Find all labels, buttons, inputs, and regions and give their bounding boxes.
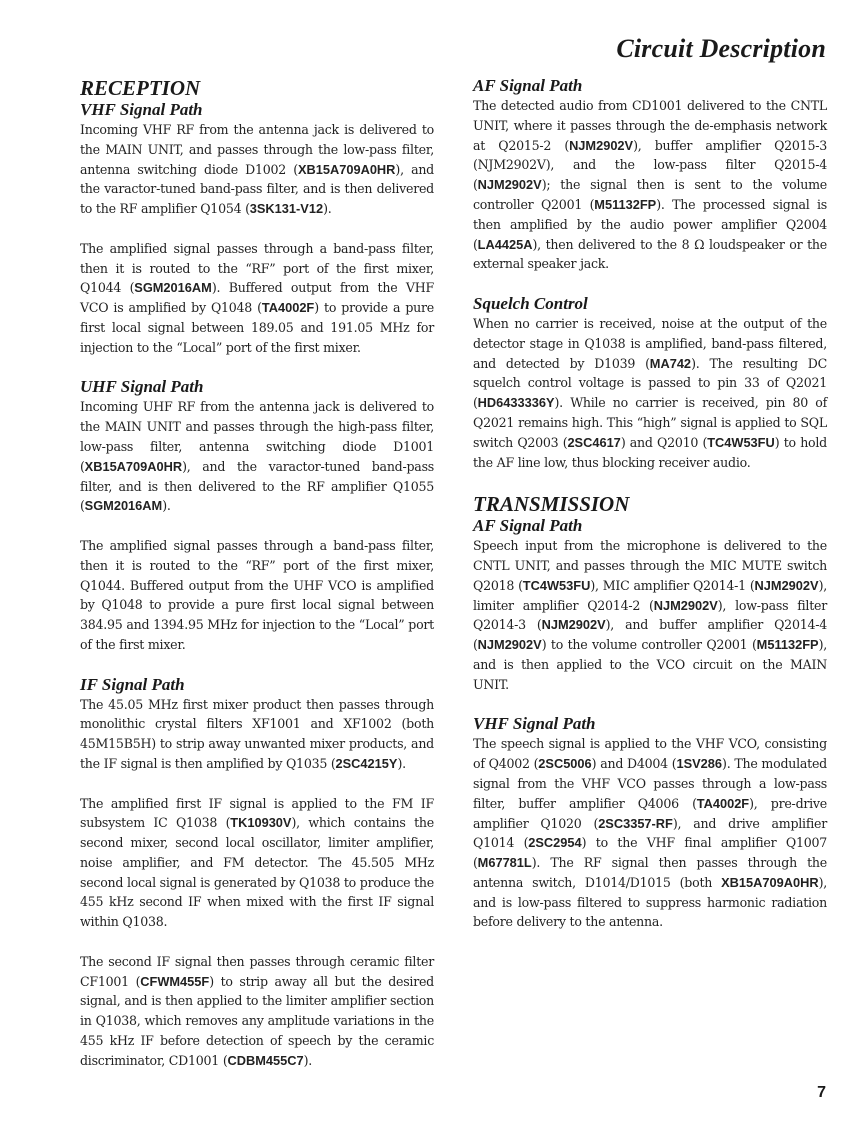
part-number: NJM2902V: [754, 577, 819, 593]
part-number: TK10930V: [230, 815, 292, 831]
part-number: CFWM455F: [140, 973, 210, 989]
part-number: M51132FP: [756, 637, 819, 653]
part-number: HD6433336Y: [477, 395, 555, 411]
part-number: XB15A709A0HR: [297, 161, 396, 177]
part-number: TA4002F: [261, 300, 315, 316]
part-number: NJM2902V: [569, 137, 634, 153]
part-number: SGM2016AM: [134, 280, 212, 296]
part-number: LA4425A: [477, 236, 533, 252]
tx-af-paragraph-1: Speech input from the microphone is delivered to the CNTL UNIT, and passes through the MIC MUTE switch Q2018 (TC4W53FU), MIC amplifier Q2014-1 (NJM2902V), limiter amplifier Q2014-2 (NJM2902V), low-pass filter Q2014-3 (NJM2902V), and buffer amplifier Q2014-4 (NJM2902V) to the volume controller Q2001 (M51132FP), and is then applied to the VCO circuit on the MAIN UNIT.: [473, 538, 828, 692]
part-number: 2SC5006: [538, 756, 592, 772]
reception-heading: RECEPTION: [80, 76, 201, 100]
part-number: 2SC4617: [567, 434, 621, 450]
uhf-signal-path-heading: UHF Signal Path: [80, 377, 204, 397]
part-number: M67781L: [477, 855, 532, 871]
vhf-signal-path-heading: VHF Signal Path: [80, 100, 203, 119]
af-signal-path-heading: AF Signal Path: [473, 76, 583, 95]
part-number: 2SC3357-RF: [598, 815, 673, 831]
part-number: NJM2902V: [541, 617, 606, 633]
page-title: Circuit Description: [616, 34, 826, 63]
vhf-paragraph-2: The amplified signal passes through a band-pass filter, then it is routed to the “RF” port of the first mixer, Q1044 (SGM2016AM). Buffered output from the VHF VCO is amplified by Q1048 (TA4002F) to provide a pure first local signal between 189.05 and 191.05 MHz for injection to the “Local” port of the first mixer.: [80, 240, 434, 355]
if-paragraph-1: The 45.05 MHz first mixer product then passes through monolithic crystal filters XF1001 and XF1002 (both 45M15B5H) to strip away unwanted mixer products, and the IF signal is then amplified by Q1035 (2SC4215Y).: [80, 696, 434, 771]
part-number: NJM2902V: [477, 177, 542, 193]
part-number: TA4002F: [696, 795, 750, 811]
part-number: 2SC4215Y: [335, 755, 398, 771]
page-number: 7: [817, 1084, 826, 1101]
af-paragraph-1: The detected audio from CD1001 delivered to the CNTL UNIT, where it passes through the de-emphasis network at Q2015-2 (NJM2902V), buffer amplifier Q2015-3 (NJM2902V), and the low-pass filter Q2015-4 (NJM2902V); the signal then is sent to the volume controller Q2001 (M51132FP). The processed signal is then amplified by the audio power amplifier Q2004 (LA4425A), then delivered to the 8 Ω loudspeaker or the external speaker jack.: [473, 98, 828, 272]
tx-vhf-paragraph-1: The speech signal is applied to the VHF VCO, consisting of Q4002 (2SC5006) and D4004 (1SV286). The modulated signal from the VHF VCO passes through a low-pass filter, buffer amplifier Q4006 (TA4002F), pre-drive amplifier Q1020 (2SC3357-RF), and drive amplifier Q1014 (2SC2954) to the VHF final amplifier Q1007 (M67781L). The RF signal then passes through the antenna switch, D1014/D1015 (both XB15A709A0HR), and is low-pass filtered to suppress harmonic radiation before delivery to the antenna.: [473, 736, 827, 930]
part-number: CDBM455C7: [227, 1052, 304, 1068]
part-number: SGM2016AM: [84, 498, 163, 514]
left-column: [80, 76, 434, 1071]
if-paragraph-3: The second IF signal then passes through ceramic filter CF1001 (CFWM455F) to strip away all but the desired signal, and is then applied to the limiter amplifier section in Q1038, which removes any amplitude variations in the 455 kHz IF before detection of speech by the ceramic discriminator, CD1001 (CDBM455C7).: [80, 953, 434, 1068]
part-number: MA742: [649, 355, 692, 371]
part-number: M51132FP: [594, 196, 657, 212]
vhf-paragraph-1: Incoming VHF RF from the antenna jack is delivered to the MAIN UNIT, and passes through the low-pass filter, antenna switching diode D1002 (XB15A709A0HR), and the varactor-tuned band-pass filter, and is then delivered to the RF amplifier Q1054 (3SK131-V12).: [80, 122, 434, 217]
part-number: NJM2902V: [653, 597, 718, 613]
part-number: XB15A709A0HR: [84, 458, 183, 474]
if-signal-path-heading: IF Signal Path: [80, 674, 185, 694]
part-number: 2SC2954: [528, 835, 582, 851]
part-number: 1SV286: [676, 756, 723, 772]
part-number: XB15A709A0HR: [721, 874, 819, 890]
uhf-paragraph-2: The amplified signal passes through a band-pass filter, then it is routed to the “RF” port of the first mixer, Q1044. Buffered output from the UHF VCO is amplified by Q1048 to provide a pure first local signal between 384.95 and 1394.95 MHz for injection to the “Local” port of the first mixer.: [80, 537, 434, 652]
if-paragraph-2: The amplified first IF signal is applied to the FM IF subsystem IC Q1038 (TK10930V), which contains the second mixer, second local oscillator, limiter amplifier, noise amplifier, and FM detector. The 45.505 MHz second local signal is generated by Q1038 to produce the 455 kHz second IF when mixed with the first IF signal within Q1038.: [80, 795, 434, 930]
tx-vhf-signal-path-heading: VHF Signal Path: [473, 714, 596, 734]
squelch-paragraph-1: When no carrier is received, noise at the output of the detector stage in Q1038 is amplified, band-pass filtered, and detected by D1039 (MA742). The resulting DC squelch control voltage is passed to pin 33 of Q2021 (HD6433336Y). While no carrier is received, pin 80 of Q2021 remains high. This “high” signal is applied to SQL switch Q2003 (2SC4617) and Q2010 (TC4W53FU) to hold the AF line low, thus blocking receiver audio.: [473, 315, 827, 470]
part-number: TC4W53FU: [522, 577, 591, 593]
tx-af-signal-path-heading: AF Signal Path: [473, 516, 583, 536]
transmission-heading: TRANSMISSION: [473, 492, 630, 517]
part-number: NJM2902V: [477, 637, 542, 653]
right-column: [473, 76, 827, 932]
part-number: 3SK131-V12: [249, 201, 324, 217]
squelch-control-heading: Squelch Control: [473, 293, 588, 313]
part-number: TC4W53FU: [707, 434, 775, 450]
uhf-paragraph-1: Incoming UHF RF from the antenna jack is delivered to the MAIN UNIT and passes through the high-pass filter, low-pass filter, antenna switching diode D1001 (XB15A709A0HR), and the varactor-tuned band-pass filter, and is then delivered to the RF amplifier Q1055 (SGM2016AM).: [80, 399, 434, 514]
